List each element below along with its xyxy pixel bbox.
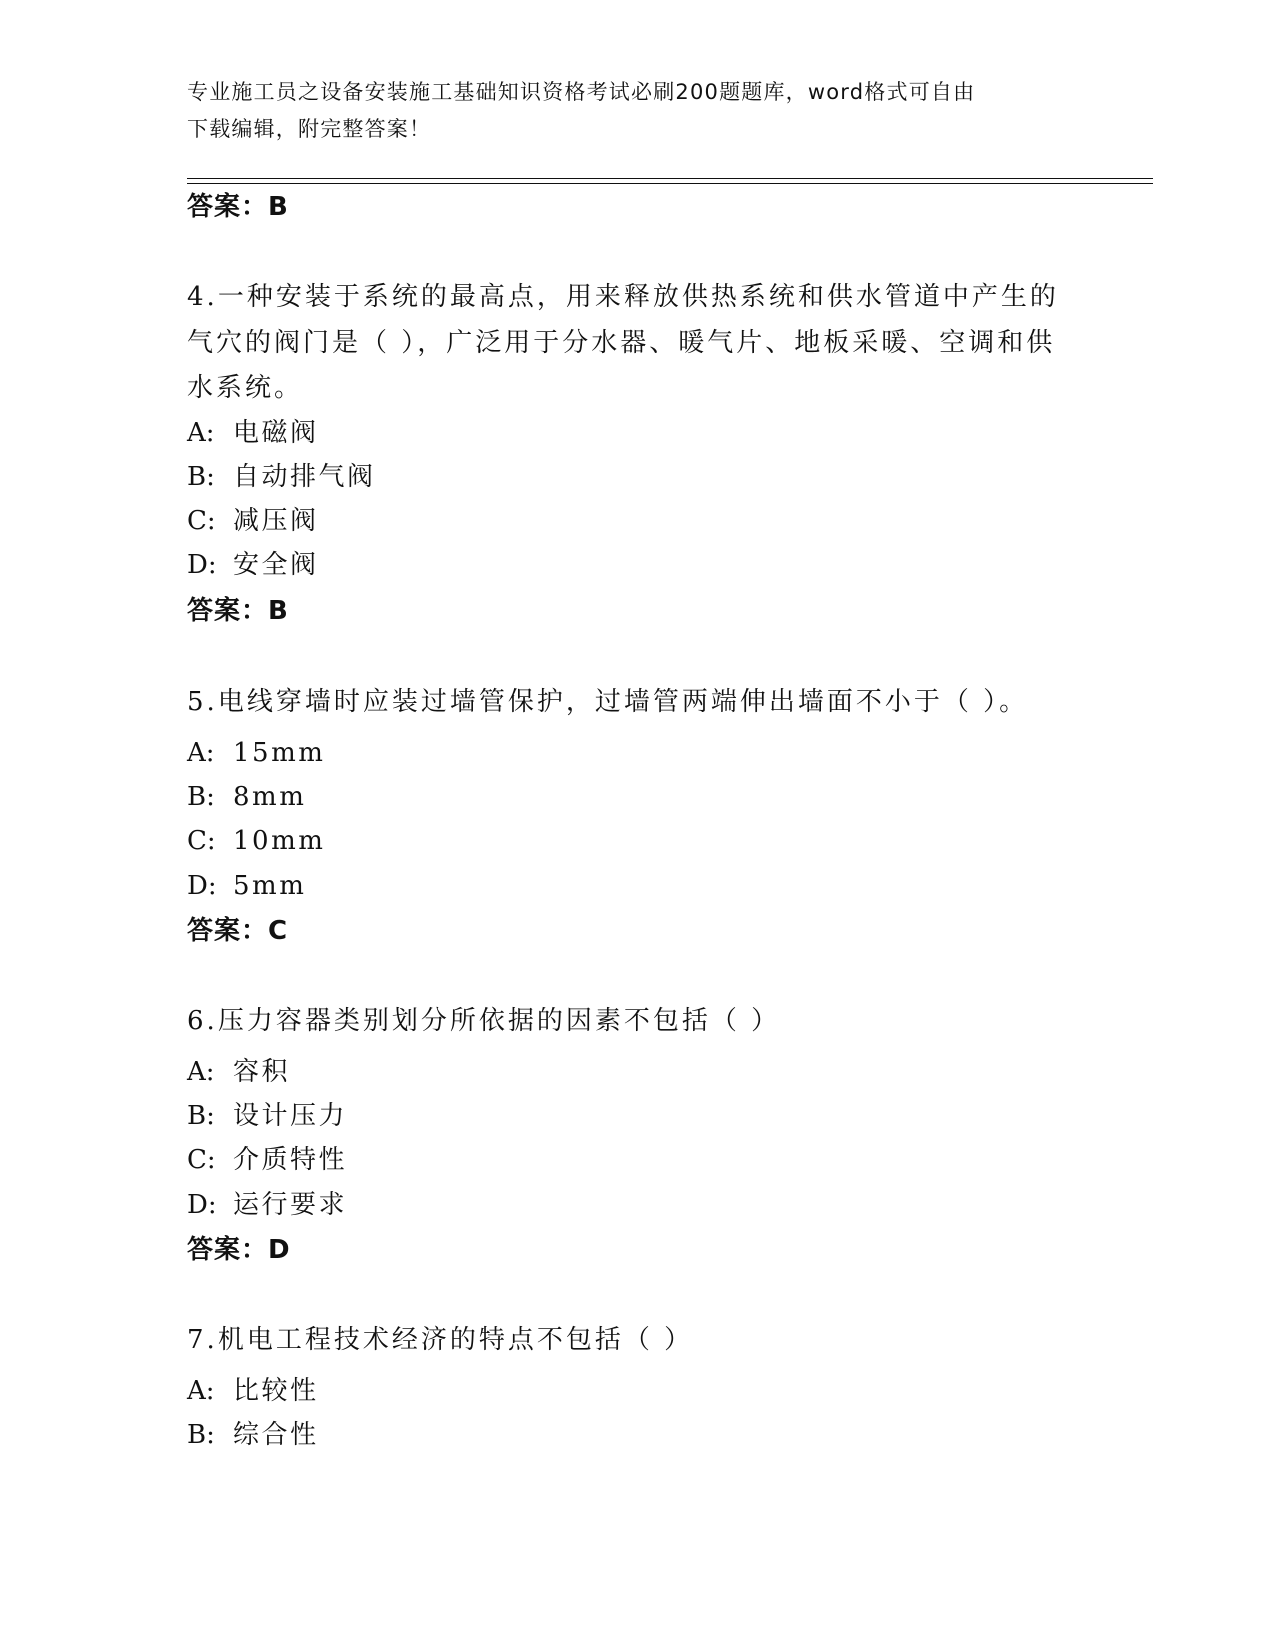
- question-number: 7.: [187, 1325, 218, 1355]
- option-letter: D:: [187, 550, 217, 580]
- option-text: 容积: [233, 1057, 291, 1087]
- option-letter: C:: [187, 1145, 216, 1175]
- question-number: 6.: [187, 1006, 218, 1036]
- option-a: [187, 1055, 290, 1089]
- option-letter: D:: [187, 871, 217, 901]
- option-c: [187, 504, 319, 538]
- option-c: [187, 824, 325, 858]
- option-letter: B:: [187, 1101, 215, 1131]
- question-line-1: 压力容器类别划分所依据的因素不包括（ ）: [217, 1006, 781, 1036]
- option-letter: A:: [187, 1376, 215, 1406]
- option-a: [187, 1374, 319, 1408]
- option-d: [187, 869, 306, 903]
- answer-value: C: [268, 916, 289, 946]
- option-letter: D:: [187, 1190, 217, 1220]
- answer-line: [187, 594, 289, 628]
- question-7-text: [187, 1318, 1077, 1364]
- option-c: [187, 1143, 347, 1177]
- answer-value: B: [268, 596, 289, 626]
- option-letter: B:: [187, 1420, 215, 1450]
- option-letter: B:: [187, 462, 215, 492]
- answer-line: [187, 1233, 291, 1267]
- option-b: [187, 1418, 319, 1452]
- option-text: 8mm: [233, 782, 307, 812]
- option-text: 10mm: [233, 826, 326, 856]
- option-b: [187, 460, 376, 494]
- option-text: 5mm: [233, 871, 307, 901]
- option-text: 安全阀: [233, 550, 319, 580]
- option-text: 比较性: [233, 1376, 319, 1406]
- question-line-3: 水系统。: [187, 373, 304, 403]
- answer-label: 答案：: [187, 192, 269, 222]
- header-line-1: 专业施工员之设备安装施工基础知识资格考试必刷200题题库，word格式可自由: [187, 80, 976, 104]
- option-text: 运行要求: [233, 1190, 348, 1220]
- option-b: [187, 1099, 347, 1133]
- answer-label: 答案：: [187, 916, 269, 946]
- option-letter: A:: [187, 1057, 215, 1087]
- question-line-1: 机电工程技术经济的特点不包括（ ）: [217, 1325, 694, 1355]
- answer-line: [187, 190, 289, 224]
- option-text: 自动排气阀: [233, 462, 376, 492]
- option-letter: C:: [187, 506, 216, 536]
- option-text: 电磁阀: [233, 418, 319, 448]
- header-rule-top: [187, 178, 1153, 179]
- option-d: [187, 548, 319, 582]
- option-a: [187, 736, 325, 770]
- option-text: 综合性: [233, 1420, 319, 1450]
- answer-label: 答案：: [187, 596, 269, 626]
- question-number: 5.: [187, 687, 218, 717]
- header-rule-bottom: [187, 183, 1153, 184]
- option-text: 15mm: [233, 738, 326, 768]
- document-header: [187, 74, 1067, 148]
- question-number: 4.: [187, 282, 218, 312]
- answer-line: [187, 914, 288, 948]
- answer-label: 答案：: [187, 1235, 269, 1265]
- answer-value: B: [268, 192, 289, 222]
- option-letter: A:: [187, 738, 215, 768]
- question-line-1: 一种安装于系统的最高点，用来释放供热系统和供水管道中产生的: [217, 282, 1059, 312]
- question-6-text: [187, 999, 1077, 1045]
- question-line-1: 电线穿墙时应装过墙管保护，过墙管两端伸出墙面不小于（ ）。: [217, 687, 1029, 717]
- answer-value: D: [268, 1235, 291, 1265]
- option-letter: A:: [187, 418, 215, 448]
- question-4-text: [187, 275, 1077, 412]
- question-line-2: 气穴的阀门是（ ），广泛用于分水器、暖气片、地板采暖、空调和供: [187, 327, 1056, 358]
- option-a: [187, 416, 319, 450]
- option-text: 减压阀: [233, 506, 319, 536]
- option-letter: C:: [187, 826, 216, 856]
- option-text: 设计压力: [233, 1101, 348, 1131]
- header-line-2: 下载编辑，附完整答案！: [187, 117, 432, 141]
- option-d: [187, 1188, 347, 1222]
- option-b: [187, 780, 306, 814]
- question-5-text: [187, 680, 1077, 726]
- option-letter: B:: [187, 782, 215, 812]
- option-text: 介质特性: [233, 1145, 348, 1175]
